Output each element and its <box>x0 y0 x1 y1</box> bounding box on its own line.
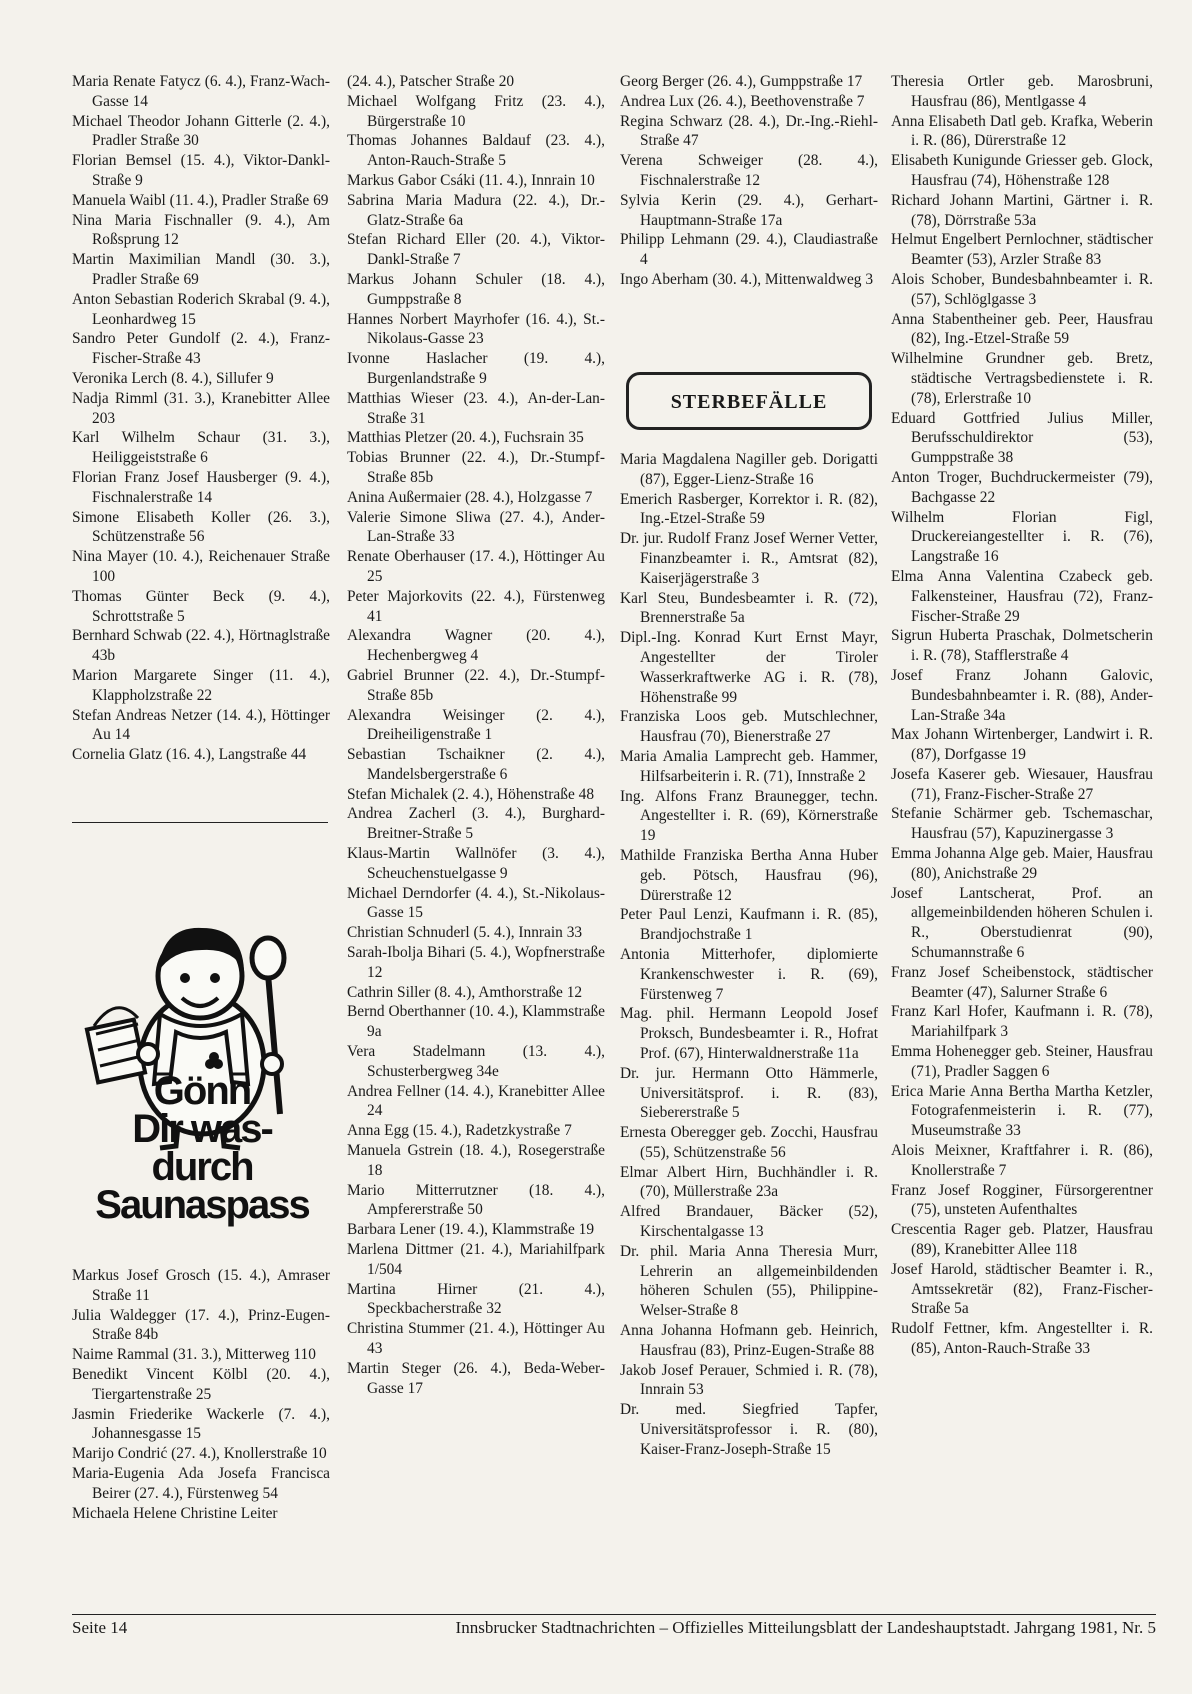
list-item: Maria Magdalena Nagiller geb. Dorigatti (87), Egger-Lienz-Straße 16 <box>620 451 878 488</box>
list-item: Bernhard Schwab (22. 4.), Hörtnaglstraße 43b <box>72 627 330 665</box>
list-item: Stefan Richard Eller (20. 4.), Viktor-Dankl-Straße 7 <box>347 231 605 269</box>
list-item: Thomas Johannes Baldauf (23. 4.), Anton-Rauch-Straße 5 <box>347 132 605 170</box>
list-item: Michael Derndorfer (4. 4.), St.-Nikolaus-Gasse 15 <box>347 884 605 922</box>
list-item: Georg Berger (26. 4.), Gumppstraße 17 <box>620 73 863 90</box>
list-item: Karl Steu, Bundesbeamter i. R. (72), Brennerstraße 5a <box>620 589 878 627</box>
list-item: Emerich Rasberger, Korrektor i. R. (82), Ing.-Etzel-Straße 59 <box>620 490 878 528</box>
list-item: Andrea Lux (26. 4.), Beethovenstraße 7 <box>620 92 865 110</box>
list-item: Philipp Lehmann (29. 4.), Claudiastraße 4 <box>620 231 878 269</box>
list-item: Sylvia Kerin (29. 4.), Gerhart-Hauptmann-Straße 17a <box>620 191 878 229</box>
list-item: Andrea Fellner (14. 4.), Kranebitter Allee 24 <box>347 1082 605 1120</box>
list-item: Sebastian Tschaikner (2. 4.), Mandelsbergerstraße 6 <box>347 746 605 783</box>
list-item: Michael Theodor Johann Gitterle (2. 4.), Pradler Straße 30 <box>72 112 330 150</box>
list-item: Veronika Lerch (8. 4.), Sillufer 9 <box>72 369 274 387</box>
list-item: Dr. jur. Rudolf Franz Josef Werner Vetter, Finanzbeamter i. R., Amtsrat (82), Kaiserjägerstraße 3 <box>620 530 878 587</box>
list-item: Anton Sebastian Roderich Skrabal (9. 4.), Leonhardweg 15 <box>72 290 330 328</box>
list-item: Hannes Norbert Mayrhofer (16. 4.), St.-Nikolaus-Gasse 23 <box>347 310 605 348</box>
list-item: Thomas Günter Beck (9. 4.), Schrottstraße 5 <box>72 587 330 625</box>
list-item: Markus Josef Grosch (15. 4.), Amraser Straße 11 <box>72 1267 330 1304</box>
list-item: Max Johann Wirtenberger, Landwirt i. R. (87), Dorfgasse 19 <box>891 726 1153 764</box>
list-item: Alexandra Weisinger (2. 4.), Dreiheiligenstraße 1 <box>347 706 605 744</box>
list-item: Regina Schwarz (28. 4.), Dr.-Ing.-Riehl-Straße 47 <box>620 112 878 150</box>
column-1-births-bottom <box>72 1266 330 1523</box>
list-item: Helmut Engelbert Pernlochner, städtischer Beamter (53), Arzler Straße 83 <box>891 231 1153 269</box>
list-item: Peter Paul Lenzi, Kaufmann i. R. (85), Brandjochstraße 1 <box>620 906 878 944</box>
list-item: Martina Hirner (21. 4.), Speckbacherstraße 32 <box>347 1280 605 1318</box>
list-item: Ingo Aberham (30. 4.), Mittenwaldweg 3 <box>620 270 874 288</box>
list-item: Gabriel Brunner (22. 4.), Dr.-Stumpf-Straße 85b <box>347 666 605 704</box>
list-item: Maria Amalia Lamprecht geb. Hammer, Hilfsarbeiterin i. R. (71), Innstraße 2 <box>620 747 878 785</box>
list-item: Stefan Michalek (2. 4.), Höhenstraße 48 <box>347 785 595 803</box>
list-item: Jakob Josef Perauer, Schmied i. R. (78), Innrain 53 <box>620 1361 878 1399</box>
list-item: Matthias Pletzer (20. 4.), Fuchsrain 35 <box>347 429 584 447</box>
list-item: Alexandra Wagner (20. 4.), Hechenbergweg 4 <box>347 627 605 665</box>
list-item: Franz Josef Scheibenstock, städtischer Beamter (47), Salurner Straße 6 <box>891 963 1153 1001</box>
slogan-line-3: durch <box>151 1145 253 1189</box>
list-item: Vera Stadelmann (13. 4.), Schusterbergweg 34e <box>347 1043 605 1080</box>
list-item: Eduard Gottfried Julius Miller, Berufsschuldirektor (53), Gumppstraße 38 <box>891 409 1153 467</box>
list-item: Elma Anna Valentina Czabeck geb. Falkensteiner, Hausfrau (72), Franz-Fischer-Straße 29 <box>891 567 1153 625</box>
list-item: Manuela Gstrein (18. 4.), Rosegerstraße 18 <box>347 1142 605 1179</box>
list-item: Anna Elisabeth Datl geb. Krafka, Weberin i. R. (86), Dürerstraße 12 <box>891 112 1153 150</box>
list-item: Richard Johann Martini, Gärtner i. R. (78), Dörrstraße 53a <box>891 191 1153 229</box>
list-item: Matthias Wieser (23. 4.), An-der-Lan-Straße 31 <box>347 389 605 427</box>
list-item: Wilhelm Florian Figl, Druckereiangestellter i. R. (76), Langstraße 16 <box>891 508 1153 566</box>
list-item: Anna Stabentheiner geb. Peer, Hausfrau (82), Ing.-Etzel-Straße 59 <box>891 310 1153 348</box>
list-item: Bernd Oberthanner (10. 4.), Klammstraße 9a <box>347 1003 605 1041</box>
list-item: Alois Meixner, Kraftfahrer i. R. (86), Knollerstraße 7 <box>891 1142 1153 1179</box>
list-item: Benedikt Vincent Kölbl (20. 4.), Tiergartenstraße 25 <box>72 1365 330 1403</box>
list-item: Michael Wolfgang Fritz (23. 4.), Bürgerstraße 10 <box>347 92 605 130</box>
list-item: Dr. phil. Maria Anna Theresia Murr, Lehrerin an allgemeinbildenden höheren Schulen (55), Philippine-Welser-Straße 8 <box>620 1242 878 1320</box>
list-item: Sigrun Huberta Praschak, Dolmetscherin i. R. (78), Stafflerstraße 4 <box>891 627 1153 665</box>
list-item: Florian Franz Josef Hausberger (9. 4.), Fischnalerstraße 14 <box>72 468 330 506</box>
list-item: Josef Lantscherat, Prof. an allgemeinbildenden höheren Schulen i. R., Oberstudienrat (90), Schumannstraße 6 <box>891 884 1153 962</box>
publication-line: Innsbrucker Stadtnachrichten – Offizielles Mitteilungsblatt der Landeshauptstadt. Jahrgang 1981, Nr. 5 <box>455 1618 1156 1637</box>
sauna-slogan <box>72 1069 332 1227</box>
list-item: Ernesta Oberegger geb. Zocchi, Hausfrau (55), Schützenstraße 56 <box>620 1124 878 1161</box>
deaths-section-heading <box>626 372 872 430</box>
list-item: Christina Stummer (21. 4.), Höttinger Au 43 <box>347 1320 605 1357</box>
list-item: Naime Rammal (31. 3.), Mitterweg 110 <box>72 1346 316 1364</box>
list-item: Christian Schnuderl (5. 4.), Innrain 33 <box>347 924 583 942</box>
list-item: Nina Maria Fischnaller (9. 4.), Am Roßsprung 12 <box>72 211 330 249</box>
list-item: Ing. Alfons Franz Braunegger, techn. Angestellter i. R. (69), Körnerstraße 19 <box>620 787 878 845</box>
list-item: Tobias Brunner (22. 4.), Dr.-Stumpf-Straße 85b <box>347 449 605 486</box>
list-item: Renate Oberhauser (17. 4.), Höttinger Au 25 <box>347 548 605 585</box>
list-item: Franz Josef Rogginer, Fürsorgerentner (75), unsteten Aufenthaltes <box>891 1181 1153 1219</box>
list-item: Sarah-Ibolja Bihari (5. 4.), Wopfnerstraße 12 <box>347 944 605 981</box>
list-item: Alfred Brandauer, Bäcker (52), Kirschentalgasse 13 <box>620 1203 878 1241</box>
list-item: Anna Egg (15. 4.), Radetzkystraße 7 <box>347 1122 572 1140</box>
list-item: Wilhelmine Grundner geb. Bretz, städtische Vertragsbedienstete i. R. (78), Erlerstraße 10 <box>891 350 1153 407</box>
list-item: Franziska Loos geb. Mutschlechner, Hausfrau (70), Bienerstraße 27 <box>620 708 878 746</box>
list-item: Josef Harold, städtischer Beamter i. R., Amtssekretär (82), Franz-Fischer-Straße 5a <box>891 1260 1153 1318</box>
list-item: Manuela Waibl (11. 4.), Pradler Straße 69 <box>72 191 329 209</box>
list-item: Peter Majorkovits (22. 4.), Fürstenweg 41 <box>347 587 605 625</box>
slogan-line-1: Gönn <box>153 1069 251 1113</box>
list-item: Alois Schober, Bundesbahnbeamter i. R. (57), Schlöglgasse 3 <box>891 270 1153 308</box>
list-item: Cornelia Glatz (16. 4.), Langstraße 44 <box>72 746 307 764</box>
column-1-births-top <box>72 72 330 765</box>
slogan-line-2: Dir was- <box>132 1107 272 1151</box>
list-item: Michaela Helene Christine Leiter <box>72 1504 278 1522</box>
section-heading-text: STERBEFÄLLE <box>670 391 828 413</box>
list-item: (24. 4.), Patscher Straße 20 <box>347 73 515 90</box>
column-4-deaths <box>891 72 1153 1359</box>
list-item: Markus Johann Schuler (18. 4.), Gumppstraße 8 <box>347 270 605 308</box>
list-item: Sabrina Maria Madura (22. 4.), Dr.-Glatz-Straße 6a <box>347 191 605 229</box>
list-item: Barbara Lener (19. 4.), Klammstraße 19 <box>347 1221 595 1239</box>
list-item: Verena Schweiger (28. 4.), Fischnalerstraße 12 <box>620 152 878 189</box>
list-item: Dr. jur. Hermann Otto Hämmerle, Universitätsprof. i. R. (83), Siebererstraße 5 <box>620 1064 878 1122</box>
list-item: Erica Marie Anna Bertha Martha Ketzler, Fotografenmeisterin i. R. (77), Museumstraße 33 <box>891 1082 1153 1140</box>
list-item: Marlena Dittmer (21. 4.), Mariahilfpark 1/504 <box>347 1241 605 1278</box>
list-item: Mario Mitterrutzner (18. 4.), Ampfererstraße 50 <box>347 1181 605 1219</box>
list-item: Martin Maximilian Mandl (30. 3.), Pradler Straße 69 <box>72 251 330 288</box>
list-item: Mathilde Franziska Bertha Anna Huber geb. Pötsch, Hausfrau (96), Dürerstraße 12 <box>620 846 878 904</box>
list-item: Sandro Peter Gundolf (2. 4.), Franz-Fischer-Straße 43 <box>72 330 330 368</box>
list-item: Elmar Albert Hirn, Buchhändler i. R. (70), Müllerstraße 23a <box>620 1163 878 1201</box>
list-item: Stefan Andreas Netzer (14. 4.), Höttinger Au 14 <box>72 706 330 744</box>
list-item: Nina Mayer (10. 4.), Reichenauer Straße 100 <box>72 548 330 585</box>
list-item: Florian Bemsel (15. 4.), Viktor-Dankl-Straße 9 <box>72 152 330 189</box>
list-item: Simone Elisabeth Koller (26. 3.), Schützenstraße 56 <box>72 508 330 546</box>
footer-divider <box>72 1614 1156 1615</box>
list-item: Cathrin Siller (8. 4.), Amthorstraße 12 <box>347 983 583 1001</box>
list-item: Marion Margarete Singer (11. 4.), Klappholzstraße 22 <box>72 666 330 704</box>
list-item: Crescentia Rager geb. Platzer, Hausfrau (89), Kranebitter Allee 118 <box>891 1221 1153 1259</box>
list-item: Emma Hohenegger geb. Steiner, Hausfrau (71), Pradler Saggen 6 <box>891 1043 1153 1080</box>
list-item: Stefanie Schärmer geb. Tschemaschar, Hausfrau (57), Kapuzinergasse 3 <box>891 805 1153 843</box>
list-item: Anina Außermaier (28. 4.), Holzgasse 7 <box>347 488 593 506</box>
list-item: Maria Renate Fatycz (6. 4.), Franz-Wach-Gasse 14 <box>72 73 330 110</box>
list-item: Marijo Condrić (27. 4.), Knollerstraße 10 <box>72 1445 327 1463</box>
column-3-births <box>620 72 878 290</box>
list-item: Rudolf Fettner, kfm. Angestellter i. R. (85), Anton-Rauch-Straße 33 <box>891 1320 1153 1357</box>
list-item: Klaus-Martin Wallnöfer (3. 4.), Scheuchenstuelgasse 9 <box>347 845 605 882</box>
list-item: Ivonne Haslacher (19. 4.), Burgenlandstraße 9 <box>347 350 605 387</box>
list-item: Karl Wilhelm Schaur (31. 3.), Heiliggeiststraße 6 <box>72 429 330 467</box>
list-item: Theresia Ortler geb. Marosbruni, Hausfrau (86), Mentlgasse 4 <box>891 73 1153 110</box>
list-item: Emma Johanna Alge geb. Maier, Hausfrau (80), Anichstraße 29 <box>891 845 1153 882</box>
list-item: Dipl.-Ing. Konrad Kurt Ernst Mayr, Angestellter der Tiroler Wasserkraftwerke AG i. R. (78), Höhenstraße 99 <box>620 629 878 706</box>
list-item: Markus Gabor Csáki (11. 4.), Innrain 10 <box>347 171 595 189</box>
page-number: Seite 14 <box>72 1618 128 1637</box>
list-item: Martin Steger (26. 4.), Beda-Weber-Gasse 17 <box>347 1359 605 1397</box>
list-item: Elisabeth Kunigunde Griesser geb. Glock, Hausfrau (74), Höhenstraße 128 <box>891 152 1153 189</box>
ad-divider <box>72 822 328 823</box>
list-item: Maria-Eugenia Ada Josefa Francisca Beirer (27. 4.), Fürstenweg 54 <box>72 1464 330 1502</box>
list-item: Andrea Zacherl (3. 4.), Burghard-Breitner-Straße 5 <box>347 805 605 843</box>
list-item: Nadja Rimml (31. 3.), Kranebitter Allee 203 <box>72 389 330 427</box>
list-item: Jasmin Friederike Wackerle (7. 4.), Johannesgasse 15 <box>72 1405 330 1443</box>
list-item: Valerie Simone Sliwa (27. 4.), Ander-Lan-Straße 33 <box>347 508 605 546</box>
column-2-births <box>347 72 605 1398</box>
slogan-line-4: Saunaspass <box>95 1183 309 1227</box>
list-item: Antonia Mitterhofer, diplomierte Krankenschwester i. R. (69), Fürstenweg 7 <box>620 945 878 1003</box>
list-item: Julia Waldegger (17. 4.), Prinz-Eugen-Straße 84b <box>72 1306 330 1344</box>
list-item: Anna Johanna Hofmann geb. Heinrich, Hausfrau (83), Prinz-Eugen-Straße 88 <box>620 1322 878 1359</box>
list-item: Dr. med. Siegfried Tapfer, Universitätsprofessor i. R. (80), Kaiser-Franz-Joseph-Straße 15 <box>620 1401 878 1458</box>
list-item: Mag. phil. Hermann Leopold Josef Proksch, Bundesbeamter i. R., Hofrat Prof. (67), Hinterwaldnerstraße 11a <box>620 1005 878 1062</box>
column-3-deaths <box>620 450 878 1460</box>
list-item: Josef Franz Johann Galovic, Bundesbahnbeamter i. R. (88), Ander-Lan-Straße 34a <box>891 666 1153 724</box>
list-item: Franz Karl Hofer, Kaufmann i. R. (78), Mariahilfpark 3 <box>891 1003 1153 1041</box>
list-item: Josefa Kaserer geb. Wiesauer, Hausfrau (71), Franz-Fischer-Straße 27 <box>891 765 1153 803</box>
list-item: Anton Troger, Buchdruckermeister (79), Bachgasse 22 <box>891 468 1153 506</box>
